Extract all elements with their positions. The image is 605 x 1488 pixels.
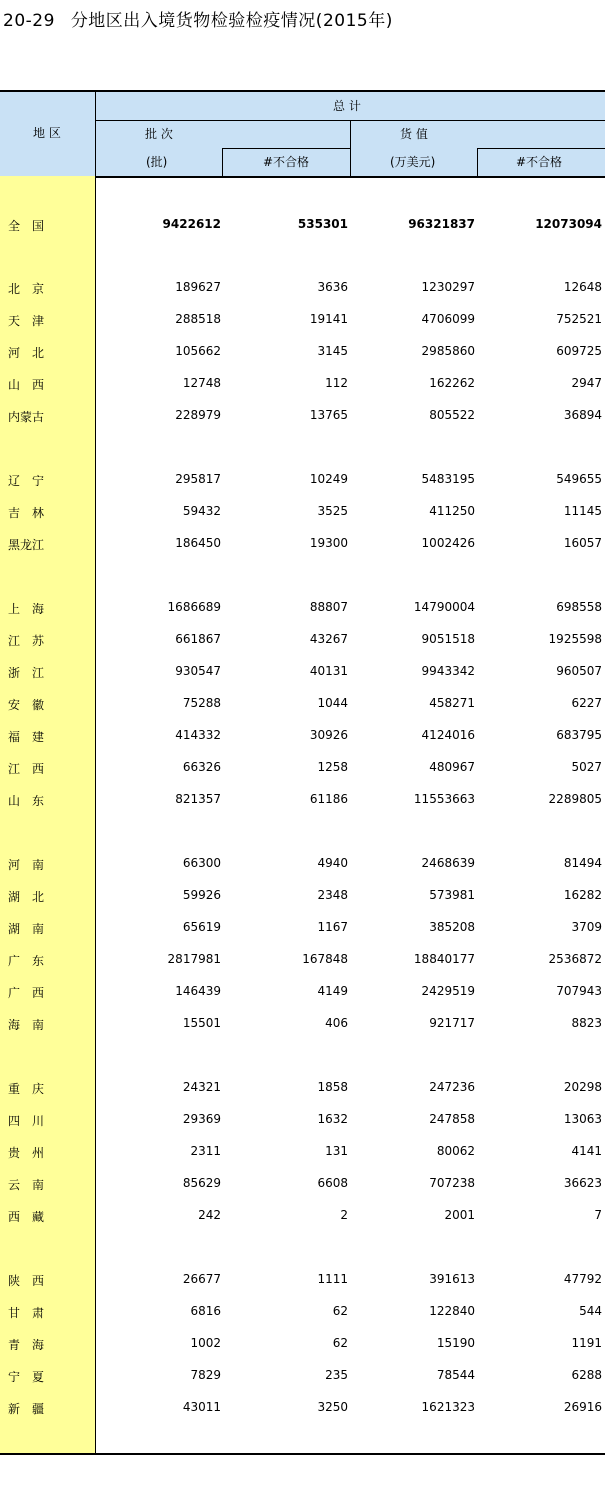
region-name: 西 藏 [8,1210,45,1224]
batches-fail-cell: 1111 [317,1272,348,1286]
table-row [0,719,605,751]
region-header: 地 区 [33,126,61,140]
value-cell: 96321837 [408,217,475,231]
value-cell: 385208 [429,920,475,934]
batches-cell: 2817981 [167,952,221,966]
batches-fail-cell: 4149 [317,984,348,998]
value-fail-cell: 2289805 [548,792,602,806]
batches-fail-cell: 3525 [317,504,348,518]
table-row [0,623,605,655]
value-cell: 122840 [429,1304,475,1318]
value-fail-cell: 549655 [556,472,602,486]
region-name: 山 东 [8,794,45,808]
region-name: 黑龙江 [8,538,45,552]
value-fail-cell: 8823 [571,1016,602,1030]
table-row [0,975,605,1007]
value-fail-cell: 752521 [556,312,602,326]
batches-fail-cell: 6608 [317,1176,348,1190]
batches-cell: 930547 [175,664,221,678]
batches-fail-cell: 19300 [309,536,348,550]
batches-fail-cell: 535301 [297,217,348,231]
batches-cell: 146439 [175,984,221,998]
value-cell: 1002426 [421,536,475,550]
batches-cell: 43011 [182,1400,221,1414]
batches-fail-cell: 19141 [309,312,348,326]
batches-fail-cell: 43267 [309,632,348,646]
batches-fail-cell: 1044 [317,696,348,710]
value-fail-cell: 2536872 [548,952,602,966]
batches-cell: 295817 [175,472,221,486]
national-total-row [0,208,605,240]
value-cell: 80062 [436,1144,475,1158]
batches-fail-cell: 4940 [317,856,348,870]
region-name: 吉 林 [8,506,45,520]
table-row [0,591,605,623]
value-cell: 4706099 [421,312,475,326]
value-cell: 411250 [429,504,475,518]
table-row [0,1295,605,1327]
batches-cell: 105662 [175,344,221,358]
table-row [0,1199,605,1231]
batches-fail-cell: 406 [325,1016,348,1030]
table-row [0,1263,605,1295]
value-fail-header: #不合格 [516,155,563,169]
table-row [0,1391,605,1423]
batches-fail-cell: 131 [325,1144,348,1158]
region-name: 湖 南 [8,922,45,936]
batches-cell: 66326 [182,760,221,774]
region-name: 重 庆 [8,1082,45,1096]
batches-fail-cell: 1632 [317,1112,348,1126]
batches-fail-cell: 2 [340,1208,348,1222]
batches-fail-cell: 3250 [317,1400,348,1414]
value-cell: 162262 [429,376,475,390]
batches-cell: 1686689 [167,600,221,614]
value-cell: 2001 [444,1208,475,1222]
table-row [0,271,605,303]
region-name: 浙 江 [8,666,45,680]
value-cell: 9943342 [421,664,475,678]
batches-fail-cell: 62 [332,1304,348,1318]
value-cell: 391613 [429,1272,475,1286]
value-fail-cell: 5027 [571,760,602,774]
region-name: 安 徽 [8,698,45,712]
table-row [0,783,605,815]
batches-cell: 2311 [190,1144,221,1158]
table-row [0,751,605,783]
table-bottom-border [0,1453,605,1455]
table-row [0,1071,605,1103]
value-fail-cell: 13063 [563,1112,602,1126]
table-row [0,335,605,367]
value-fail-cell: 683795 [556,728,602,742]
table-row [0,495,605,527]
value-fail-cell: 12648 [563,280,602,294]
table-body [0,176,605,1454]
batch-header: 批 次 [145,127,173,141]
batches-fail-cell: 30926 [309,728,348,742]
page-title [3,6,393,31]
region-name: 全 国 [8,219,45,233]
value-fail-cell: 544 [579,1304,602,1318]
table-row [0,655,605,687]
region-name: 内蒙古 [8,410,45,424]
region-name: 青 海 [8,1338,45,1352]
region-name: 上 海 [8,602,45,616]
region-name: 河 南 [8,858,45,872]
batches-cell: 9422612 [162,217,221,231]
value-cell: 458271 [429,696,475,710]
value-cell: 9051518 [421,632,475,646]
value-cell: 573981 [429,888,475,902]
table-row [0,303,605,335]
batches-fail-cell: 10249 [309,472,348,486]
table-number: 20-29 [3,11,55,31]
batches-cell: 59432 [182,504,221,518]
value-fail-cell: 11145 [563,504,602,518]
value-cell: 14790004 [413,600,475,614]
value-cell: 11553663 [413,792,475,806]
region-name: 新 疆 [8,1402,45,1416]
batches-fail-cell: 61186 [309,792,348,806]
batches-cell: 7829 [190,1368,221,1382]
batches-cell: 26677 [182,1272,221,1286]
region-name: 河 北 [8,346,45,360]
value-fail-cell: 26916 [563,1400,602,1414]
table-row [0,1007,605,1039]
value-cell: 805522 [429,408,475,422]
region-name: 广 东 [8,954,45,968]
region-name: 海 南 [8,1018,45,1032]
batches-cell: 1002 [190,1336,221,1350]
table-row [0,1135,605,1167]
value-fail-cell: 960507 [556,664,602,678]
region-name: 湖 北 [8,890,45,904]
region-name: 宁 夏 [8,1370,45,1384]
value-cell: 5483195 [421,472,475,486]
batches-cell: 189627 [175,280,221,294]
batches-cell: 65619 [182,920,221,934]
batches-fail-cell: 3636 [317,280,348,294]
value-fail-cell: 12073094 [535,217,602,231]
batches-cell: 288518 [175,312,221,326]
value-cell: 2468639 [421,856,475,870]
value-fail-cell: 698558 [556,600,602,614]
value-fail-cell: 4141 [571,1144,602,1158]
table-row [0,463,605,495]
batches-cell: 66300 [182,856,221,870]
batch-unit: (批) [146,155,168,169]
table-row [0,1327,605,1359]
batches-cell: 661867 [175,632,221,646]
batches-fail-cell: 1258 [317,760,348,774]
value-cell: 247236 [429,1080,475,1094]
value-fail-cell: 16282 [563,888,602,902]
batches-fail-cell: 2348 [317,888,348,902]
batches-cell: 186450 [175,536,221,550]
value-fail-cell: 2947 [571,376,602,390]
table-row [0,367,605,399]
table-row [0,1103,605,1135]
batch-fail-header: #不合格 [263,155,310,169]
value-cell: 247858 [429,1112,475,1126]
batches-fail-cell: 88807 [309,600,348,614]
value-fail-cell: 6227 [571,696,602,710]
batches-cell: 85629 [182,1176,221,1190]
table-row [0,399,605,431]
value-header: 货 值 [400,127,428,141]
value-fail-cell: 36623 [563,1176,602,1190]
value-cell: 480967 [429,760,475,774]
value-cell: 921717 [429,1016,475,1030]
value-fail-cell: 81494 [563,856,602,870]
value-cell: 1230297 [421,280,475,294]
batches-cell: 75288 [182,696,221,710]
region-name: 四 川 [8,1114,45,1128]
region-name: 天 津 [8,314,45,328]
batches-cell: 228979 [175,408,221,422]
batches-cell: 12748 [182,376,221,390]
value-unit: (万美元) [390,155,436,169]
region-name: 福 建 [8,730,45,744]
value-fail-cell: 6288 [571,1368,602,1382]
region-name: 甘 肃 [8,1306,45,1320]
batches-cell: 242 [198,1208,221,1222]
region-name: 辽 宁 [8,474,45,488]
value-cell: 2429519 [421,984,475,998]
region-name: 贵 州 [8,1146,45,1160]
region-name: 陕 西 [8,1274,45,1288]
value-fail-cell: 3709 [571,920,602,934]
value-cell: 2985860 [421,344,475,358]
value-fail-cell: 47792 [563,1272,602,1286]
table-title: 分地区出入境货物检验检疫情况(2015年) [70,11,393,31]
batches-fail-cell: 1167 [317,920,348,934]
table-row [0,1167,605,1199]
batches-fail-cell: 3145 [317,344,348,358]
value-fail-cell: 707943 [556,984,602,998]
table-row [0,943,605,975]
batches-cell: 15501 [182,1016,221,1030]
table-row [0,687,605,719]
region-name: 北 京 [8,282,45,296]
table-row [0,847,605,879]
value-cell: 78544 [436,1368,475,1382]
value-cell: 707238 [429,1176,475,1190]
region-name: 江 西 [8,762,45,776]
value-fail-cell: 7 [594,1208,602,1222]
batches-fail-cell: 112 [325,376,348,390]
batches-fail-cell: 167848 [302,952,348,966]
batches-fail-cell: 235 [325,1368,348,1382]
value-cell: 15190 [436,1336,475,1350]
region-name: 云 南 [8,1178,45,1192]
value-fail-cell: 20298 [563,1080,602,1094]
region-name: 江 苏 [8,634,45,648]
table-row [0,527,605,559]
region-name: 山 西 [8,378,45,392]
batches-cell: 414332 [175,728,221,742]
table-row [0,879,605,911]
batches-fail-cell: 1858 [317,1080,348,1094]
batches-cell: 821357 [175,792,221,806]
value-fail-cell: 609725 [556,344,602,358]
total-header: 总 计 [333,99,361,113]
value-fail-cell: 16057 [563,536,602,550]
value-fail-cell: 1191 [571,1336,602,1350]
table-row [0,911,605,943]
batches-fail-cell: 40131 [309,664,348,678]
table-header [0,90,605,178]
value-fail-cell: 36894 [563,408,602,422]
table-row [0,1359,605,1391]
batches-cell: 59926 [182,888,221,902]
value-cell: 18840177 [413,952,475,966]
batches-cell: 29369 [182,1112,221,1126]
value-fail-cell: 1925598 [548,632,602,646]
region-name: 广 西 [8,986,45,1000]
value-cell: 4124016 [421,728,475,742]
batches-cell: 6816 [190,1304,221,1318]
batches-cell: 24321 [182,1080,221,1094]
value-cell: 1621323 [421,1400,475,1414]
batches-fail-cell: 13765 [309,408,348,422]
batches-fail-cell: 62 [332,1336,348,1350]
